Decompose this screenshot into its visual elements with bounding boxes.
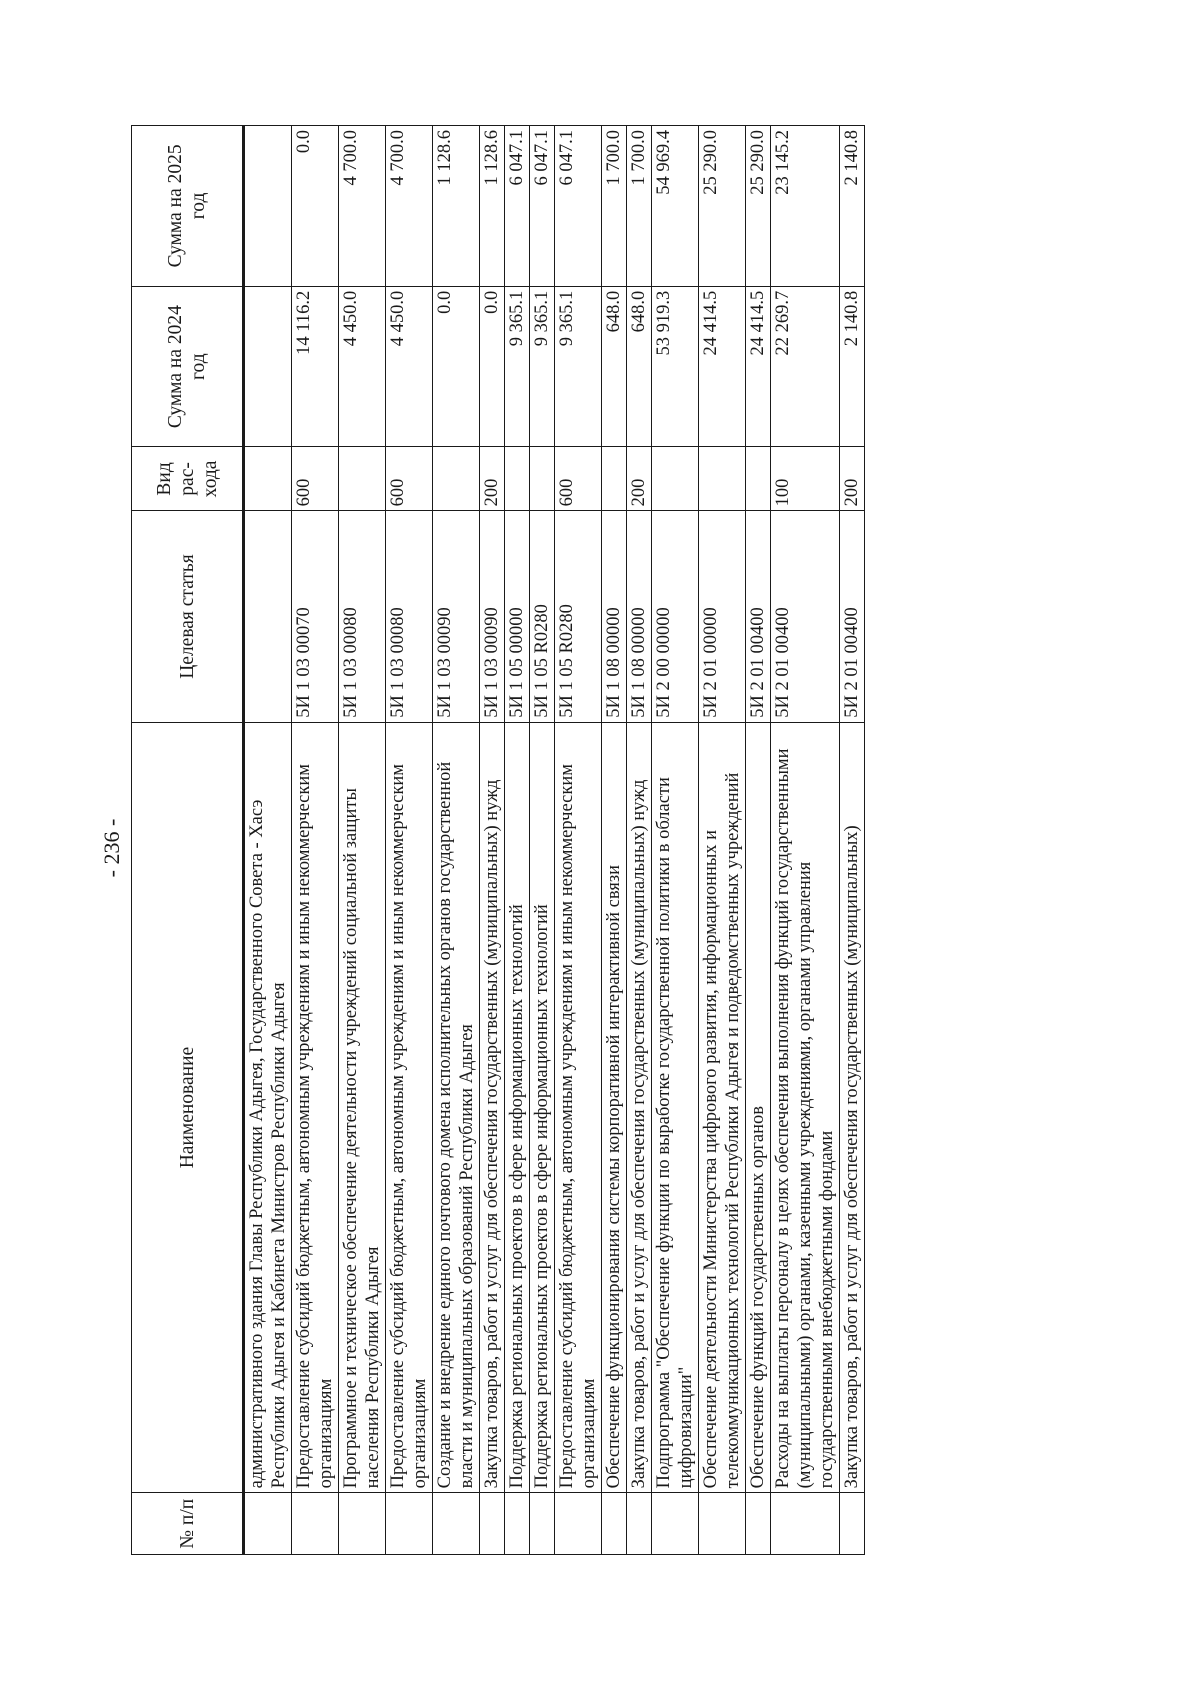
table-row xyxy=(530,126,555,1555)
table-row xyxy=(652,126,699,1555)
cell-sum-2025: 25 290.0 xyxy=(699,126,746,287)
cell-number xyxy=(244,1493,292,1555)
table-row xyxy=(386,126,433,1555)
cell-sum-2025: 1 700.0 xyxy=(627,126,652,287)
cell-number xyxy=(530,1493,555,1555)
cell-sum-2024: 24 414.5 xyxy=(746,286,771,447)
cell-sum-2025 xyxy=(244,126,292,287)
cell-number xyxy=(433,1493,480,1555)
table-body xyxy=(244,126,865,1555)
cell-sum-2025: 54 969.4 xyxy=(652,126,699,287)
cell-sum-2025: 1 128.6 xyxy=(433,126,480,287)
table-header xyxy=(132,126,244,1555)
cell-target-article: 5И 1 05 R0280 xyxy=(555,511,602,722)
cell-sum-2025: 6 047.1 xyxy=(555,126,602,287)
cell-expense-kind: 600 xyxy=(292,447,339,511)
cell-sum-2024: 14 116.2 xyxy=(292,286,339,447)
header-number: № п/п xyxy=(132,1493,244,1555)
budget-table xyxy=(131,125,865,1555)
cell-expense-kind xyxy=(746,447,771,511)
cell-expense-kind: 600 xyxy=(555,447,602,511)
cell-target-article: 5И 2 01 00400 xyxy=(840,511,865,722)
table-row xyxy=(555,126,602,1555)
cell-number xyxy=(771,1493,840,1555)
cell-sum-2024: 2 140.8 xyxy=(840,286,865,447)
cell-name: Обеспечение функционирования системы корпоративной интерактивной связи xyxy=(602,722,627,1493)
cell-target-article: 5И 1 03 00090 xyxy=(480,511,505,722)
cell-sum-2025: 4 700.0 xyxy=(339,126,386,287)
cell-sum-2025: 1 700.0 xyxy=(602,126,627,287)
header-target-article: Целевая статья xyxy=(132,511,244,722)
header-expense-kind: Вид рас- хода xyxy=(132,447,244,511)
cell-name: Предоставление субсидий бюджетным, автономным учреждениям и иным некоммерческим организациям xyxy=(292,722,339,1493)
cell-expense-kind xyxy=(505,447,530,511)
cell-sum-2025: 4 700.0 xyxy=(386,126,433,287)
cell-number xyxy=(480,1493,505,1555)
cell-sum-2024: 9 365.1 xyxy=(530,286,555,447)
table-row xyxy=(602,126,627,1555)
cell-name: административного здания Главы Республики Адыгея, Государственного Совета - Хасэ Республики Адыгея и Кабинета Министров Республики Адыгея xyxy=(244,722,292,1493)
cell-sum-2025: 6 047.1 xyxy=(505,126,530,287)
cell-number xyxy=(555,1493,602,1555)
cell-sum-2024: 9 365.1 xyxy=(555,286,602,447)
cell-sum-2024: 0.0 xyxy=(433,286,480,447)
cell-sum-2025: 2 140.8 xyxy=(840,126,865,287)
table-row xyxy=(840,126,865,1555)
cell-name: Обеспечение деятельности Министерства цифрового развития, информационных и телекоммуникационных технологий Республики Адыгея и подведомственных учреждений xyxy=(699,722,746,1493)
cell-number xyxy=(602,1493,627,1555)
budget-table-container xyxy=(131,125,1146,1555)
cell-number xyxy=(746,1493,771,1555)
cell-sum-2024 xyxy=(244,286,292,447)
cell-target-article: 5И 1 03 00090 xyxy=(433,511,480,722)
cell-name: Подпрограмма "Обеспечение функции по выработке государственной политики в области цифровизации" xyxy=(652,722,699,1493)
cell-target-article xyxy=(244,511,292,722)
cell-expense-kind xyxy=(433,447,480,511)
cell-target-article: 5И 1 03 00080 xyxy=(339,511,386,722)
cell-target-article: 5И 1 03 00070 xyxy=(292,511,339,722)
cell-number xyxy=(505,1493,530,1555)
cell-target-article: 5И 1 03 00080 xyxy=(386,511,433,722)
cell-target-article: 5И 2 01 00000 xyxy=(699,511,746,722)
cell-sum-2024: 4 450.0 xyxy=(386,286,433,447)
cell-target-article: 5И 2 01 00400 xyxy=(771,511,840,722)
table-row xyxy=(699,126,746,1555)
cell-sum-2024: 22 269.7 xyxy=(771,286,840,447)
cell-expense-kind: 200 xyxy=(627,447,652,511)
cell-number xyxy=(339,1493,386,1555)
header-sum-2024: Сумма на 2024 год xyxy=(132,286,244,447)
cell-target-article: 5И 1 05 00000 xyxy=(505,511,530,722)
cell-sum-2024: 648.0 xyxy=(627,286,652,447)
cell-expense-kind xyxy=(339,447,386,511)
cell-sum-2025: 0.0 xyxy=(292,126,339,287)
cell-sum-2025: 6 047.1 xyxy=(530,126,555,287)
cell-name: Предоставление субсидий бюджетным, автономным учреждениям и иным некоммерческим организациям xyxy=(555,722,602,1493)
cell-expense-kind: 200 xyxy=(480,447,505,511)
cell-expense-kind: 600 xyxy=(386,447,433,511)
cell-expense-kind xyxy=(244,447,292,511)
table-row xyxy=(627,126,652,1555)
cell-name: Расходы на выплаты персоналу в целях обеспечения выполнения функций государственными (муниципальными) органами, казенными учреждениями, органами управления государственными внебюджетными фондами xyxy=(771,722,840,1493)
cell-name: Предоставление субсидий бюджетным, автономным учреждениям и иным некоммерческим организациям xyxy=(386,722,433,1493)
cell-target-article: 5И 2 01 00400 xyxy=(746,511,771,722)
table-row xyxy=(339,126,386,1555)
cell-name: Закупка товаров, работ и услуг для обеспечения государственных (муниципальных) нужд xyxy=(627,722,652,1493)
table-row xyxy=(505,126,530,1555)
cell-sum-2024: 53 919.3 xyxy=(652,286,699,447)
cell-number xyxy=(386,1493,433,1555)
table-row xyxy=(771,126,840,1555)
cell-name: Программное и техническое обеспечение деятельности учреждений социальной защиты населения Республики Адыгея xyxy=(339,722,386,1493)
cell-sum-2025: 23 145.2 xyxy=(771,126,840,287)
cell-expense-kind xyxy=(699,447,746,511)
cell-name: Поддержка региональных проектов в сфере информационных технологий xyxy=(505,722,530,1493)
header-sum-2025: Сумма на 2025 год xyxy=(132,126,244,287)
cell-sum-2025: 1 128.6 xyxy=(480,126,505,287)
cell-sum-2024: 0.0 xyxy=(480,286,505,447)
cell-name: Создание и внедрение единого почтового домена исполнительных органов государственной власти и муниципальных образований Республики Адыгея xyxy=(433,722,480,1493)
table-row xyxy=(244,126,292,1555)
table-row xyxy=(292,126,339,1555)
cell-expense-kind: 100 xyxy=(771,447,840,511)
cell-sum-2024: 24 414.5 xyxy=(699,286,746,447)
cell-sum-2025: 25 290.0 xyxy=(746,126,771,287)
cell-sum-2024: 648.0 xyxy=(602,286,627,447)
header-name: Наименование xyxy=(132,722,244,1493)
table-row xyxy=(480,126,505,1555)
cell-target-article: 5И 1 08 00000 xyxy=(627,511,652,722)
cell-expense-kind xyxy=(652,447,699,511)
cell-target-article: 5И 1 08 00000 xyxy=(602,511,627,722)
cell-name: Обеспечение функций государственных органов xyxy=(746,722,771,1493)
cell-expense-kind xyxy=(602,447,627,511)
cell-name: Закупка товаров, работ и услуг для обеспечения государственных (муниципальных) xyxy=(840,722,865,1493)
table-row xyxy=(746,126,771,1555)
cell-expense-kind: 200 xyxy=(840,447,865,511)
cell-sum-2024: 9 365.1 xyxy=(505,286,530,447)
cell-target-article: 5И 2 00 00000 xyxy=(652,511,699,722)
page-number: - 236 - xyxy=(99,818,124,878)
cell-number xyxy=(652,1493,699,1555)
cell-name: Закупка товаров, работ и услуг для обеспечения государственных (муниципальных) нужд xyxy=(480,722,505,1493)
cell-target-article: 5И 1 05 R0280 xyxy=(530,511,555,722)
cell-number xyxy=(840,1493,865,1555)
cell-sum-2024: 4 450.0 xyxy=(339,286,386,447)
table-row xyxy=(433,126,480,1555)
cell-name: Поддержка региональных проектов в сфере информационных технологий xyxy=(530,722,555,1493)
cell-number xyxy=(699,1493,746,1555)
cell-expense-kind xyxy=(530,447,555,511)
cell-number xyxy=(292,1493,339,1555)
cell-number xyxy=(627,1493,652,1555)
